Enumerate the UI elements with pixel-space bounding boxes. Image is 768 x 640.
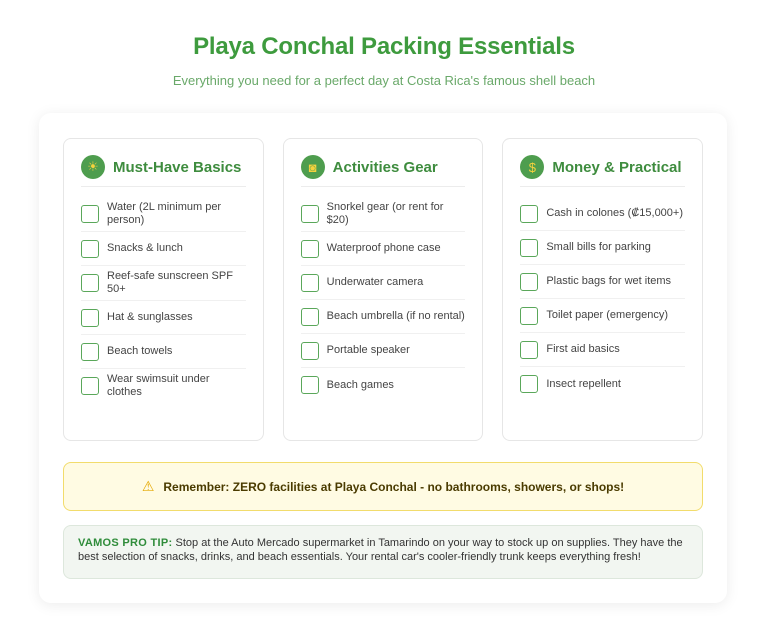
column-activities-gear [283,138,484,441]
checklist-item[interactable] [520,231,685,265]
checklist-item[interactable] [520,333,685,367]
checkbox[interactable] [81,309,99,327]
item-label: Waterproof phone case [326,242,441,254]
checkbox[interactable] [301,205,319,223]
checklist-item[interactable] [520,367,685,401]
item-label: Water (2L minimum per person) [107,201,222,226]
checkbox[interactable] [81,205,99,223]
checkbox[interactable] [520,307,538,325]
checklist-item[interactable] [301,300,466,334]
item-label: Portable speaker [326,344,410,356]
checkbox[interactable] [81,343,99,361]
checkbox[interactable] [520,273,538,291]
checklist-item[interactable] [301,232,466,266]
page-subtitle: Everything you need for a perfect day at Costa Rica's famous shell beach [172,73,596,88]
checkbox[interactable] [301,274,319,292]
warning-banner [63,462,703,511]
pro-tip-label: VAMOS PRO TIP: [78,537,173,549]
item-label: Snacks & lunch [107,242,183,254]
checkbox[interactable] [301,376,319,394]
item-label: Hat & sunglasses [107,311,193,323]
column-title: Must-Have Basics [113,158,242,176]
checklist-item[interactable] [301,266,466,300]
column-header [81,155,246,187]
checklist-item[interactable] [301,368,466,402]
checklist-item[interactable] [520,299,685,333]
item-label: Snorkel gear (or rent for $20) [326,201,444,226]
item-label: Reef-safe sunscreen SPF 50+ [107,270,233,295]
checkbox[interactable] [520,341,538,359]
warning-text: Remember: ZERO facilities at Playa Conchal - no bathrooms, showers, or shops! [163,479,625,494]
checklist-item[interactable] [81,232,246,266]
checkbox[interactable] [520,205,538,223]
item-label: Cash in colones (₡15,000+) [546,207,684,219]
checklist-item[interactable] [81,266,246,301]
checklist-item[interactable] [81,197,246,232]
checkbox[interactable] [301,240,319,258]
money-icon: $ [520,155,544,179]
column-header [520,155,685,187]
checkbox[interactable] [301,342,319,360]
snorkel-mask-icon: ◙ [301,155,325,179]
column-money-practical [502,138,703,441]
checkbox[interactable] [81,240,99,258]
item-label: Insect repellent [546,377,621,390]
item-label: First aid basics [546,343,620,355]
column-header [301,155,466,187]
item-label: Wear swimsuit under clothes [107,373,210,398]
checklist-item[interactable] [81,369,246,403]
warning-icon: ⚠ [141,478,155,494]
checkbox[interactable] [81,377,99,395]
sun-icon: ☀ [81,155,105,179]
item-label: Underwater camera [326,276,424,288]
column-title: Money & Practical [552,158,682,176]
checklist-columns [63,138,703,441]
column-title: Activities Gear [332,158,438,176]
item-label: Plastic bags for wet items [546,275,672,287]
checkbox[interactable] [81,274,99,292]
item-label: Beach towels [107,345,173,357]
pro-tip-box [63,525,703,579]
pro-tip-text: Stop at the Auto Mercado supermarket in Tamarindo on your way to stock up on supplies. They have the best selection of snacks, drinks, and beach essentials. Your rental car's cooler-friendly trunk keeps everything fresh! [78,537,683,563]
checklist-item[interactable] [520,265,685,299]
checkbox[interactable] [520,239,538,257]
item-label: Small bills for parking [546,241,651,253]
checklist-item[interactable] [520,197,685,231]
packing-card [39,113,727,603]
item-label: Beach games [326,378,394,391]
checklist-item[interactable] [81,335,246,369]
item-label: Beach umbrella (if no rental) [326,310,465,322]
item-label: Toilet paper (emergency) [546,309,669,321]
page-title: Playa Conchal Packing Essentials [193,33,575,60]
column-must-have-basics [63,138,264,441]
checklist-item[interactable] [81,301,246,335]
checkbox[interactable] [301,308,319,326]
checklist-item[interactable] [301,197,466,232]
checklist-item[interactable] [301,334,466,368]
checkbox[interactable] [520,375,538,393]
